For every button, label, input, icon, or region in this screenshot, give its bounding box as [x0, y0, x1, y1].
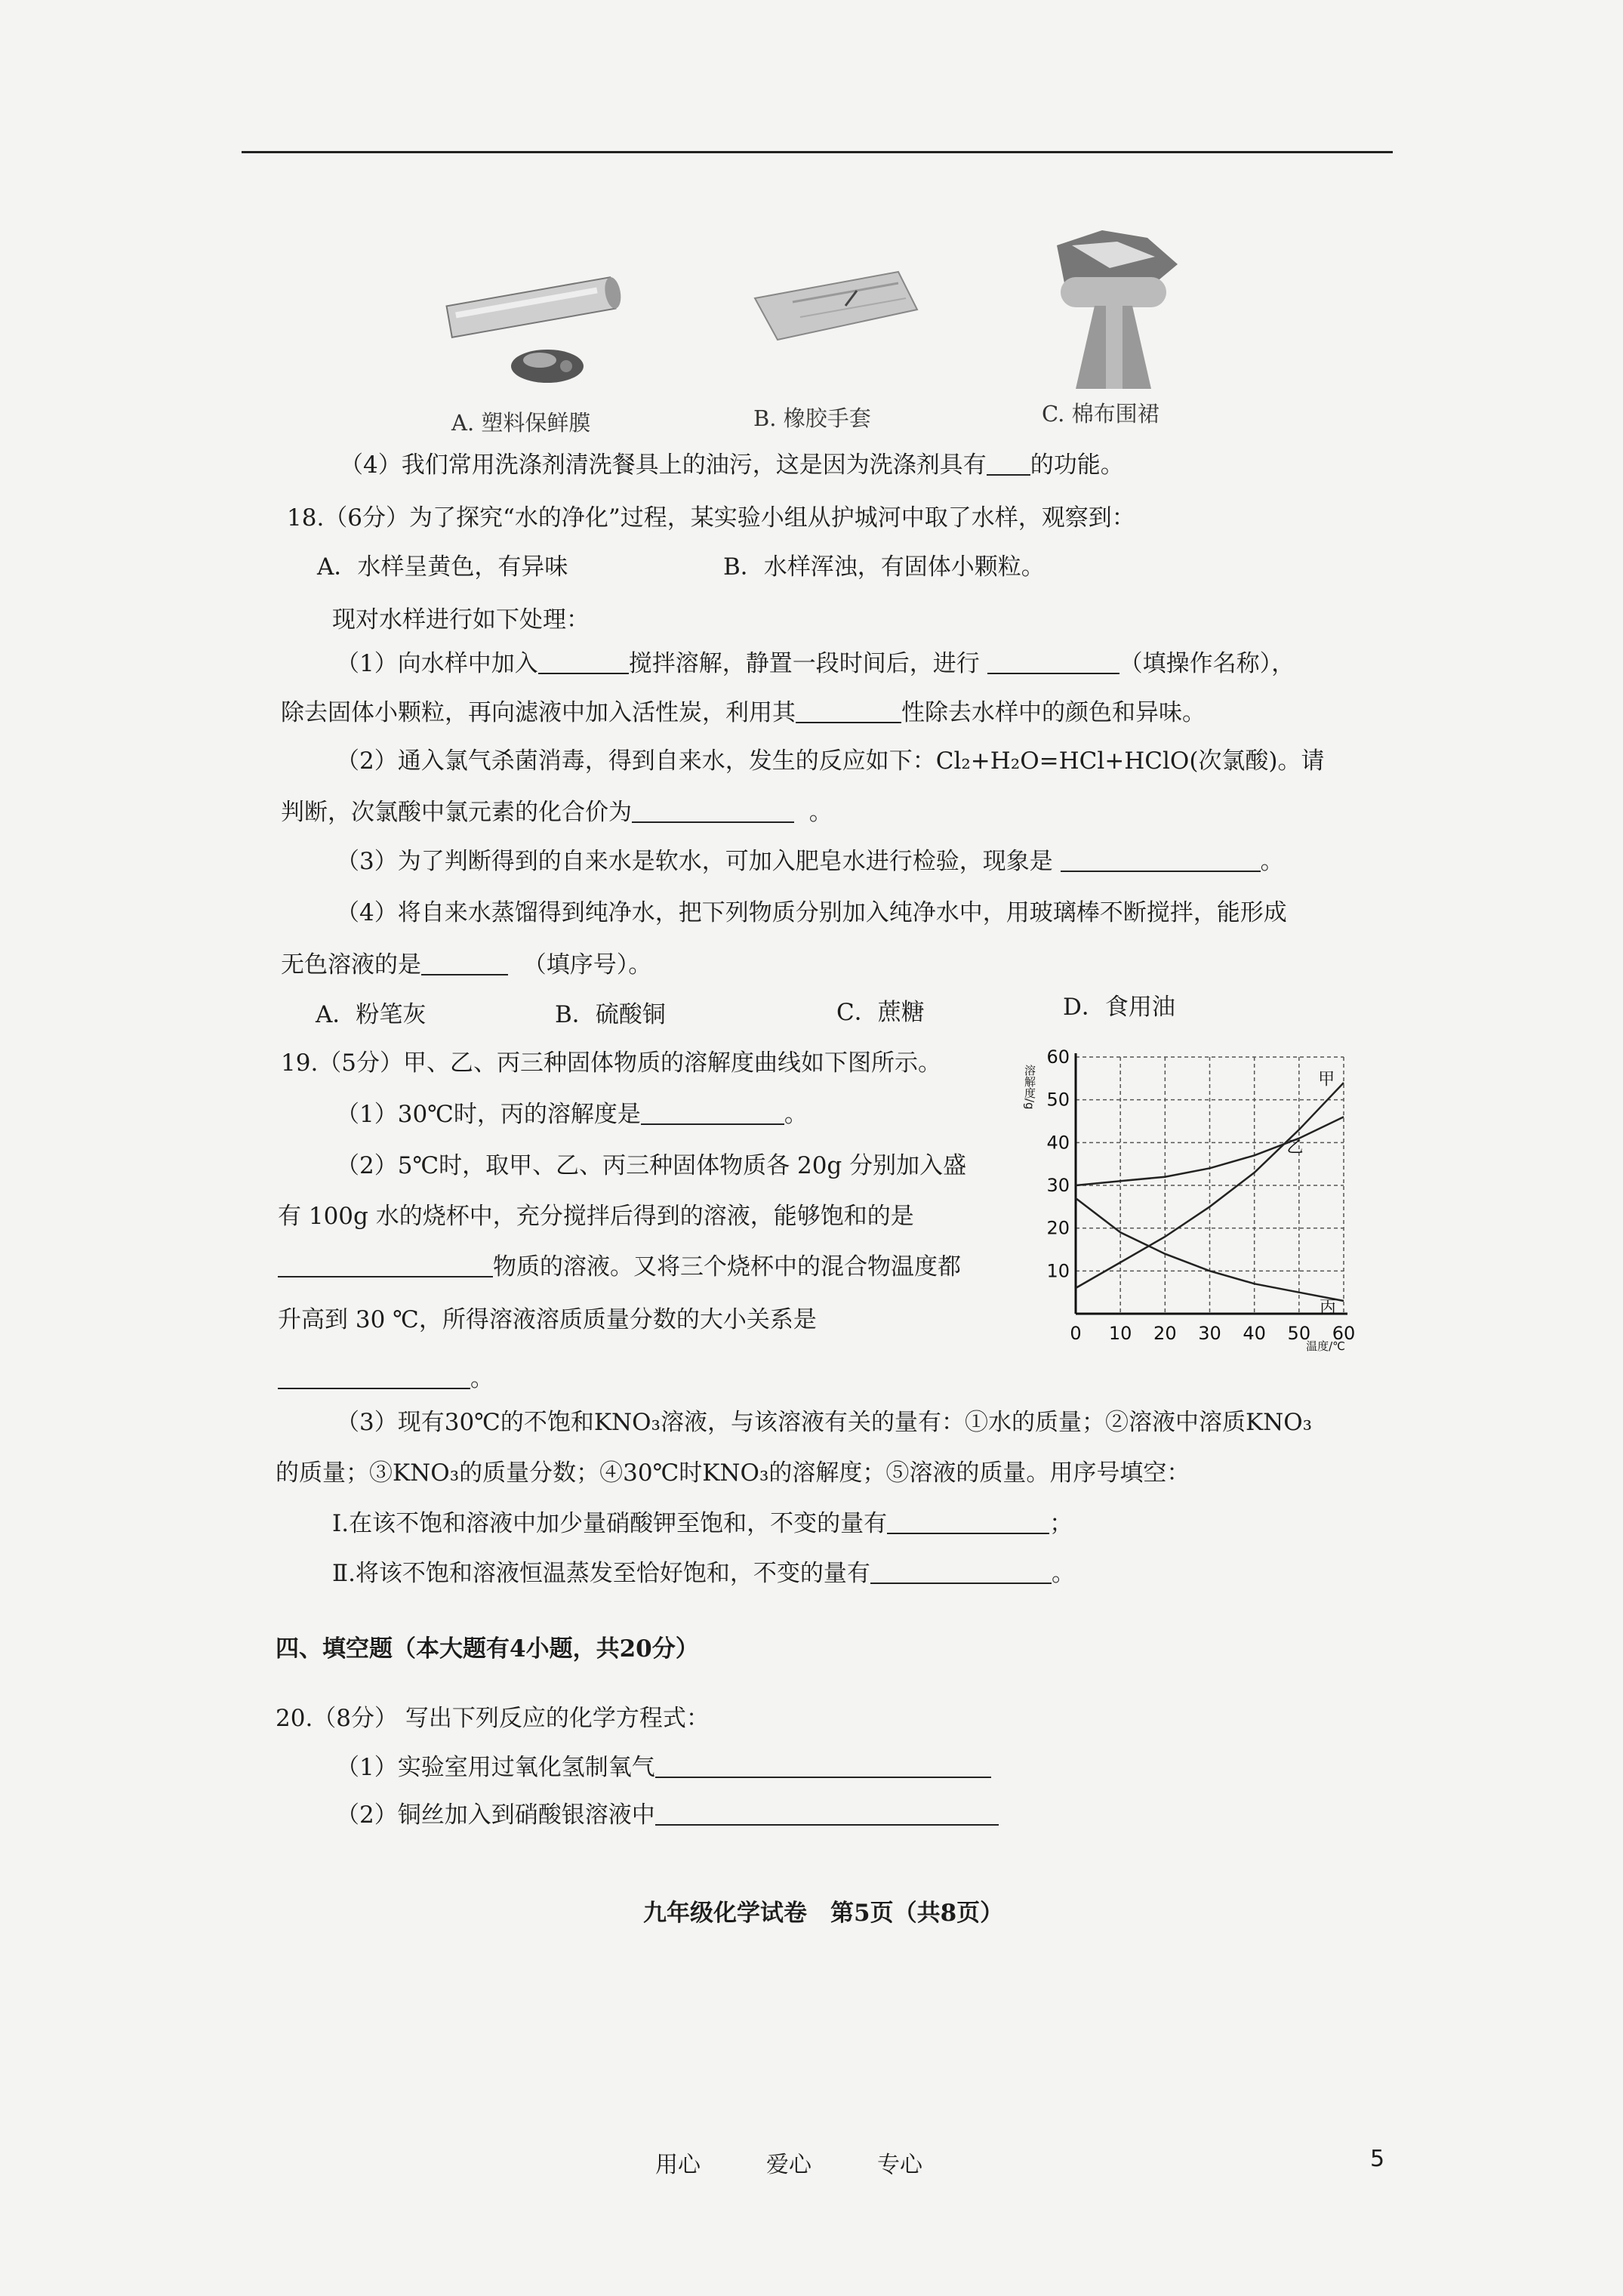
q18-stem: 18.（6分）为了探究“水的净化”过程，某实验小组从护城河中取了水样，观察到： [287, 504, 1135, 532]
solubility-chart [1012, 1042, 1374, 1359]
y-axis-label: 溶解度/g [1023, 1065, 1036, 1110]
answer-blank[interactable] [538, 649, 629, 674]
q19-part2-line1: （2）5℃时，取甲、乙、丙三种固体物质各 20g 分别加入盛 [336, 1152, 967, 1179]
answer-blank[interactable] [987, 451, 1030, 476]
q19-part3-line2: 的质量；③KNO₃的质量分数；④30℃时KNO₃的溶解度；⑤溶液的质量。用序号填空： [276, 1459, 1190, 1487]
answer-blank[interactable] [655, 1753, 991, 1778]
x-tick-label: 10 [1108, 1323, 1132, 1344]
q18-part1-line1: （1）向水样中加入 搅拌溶解，静置一段时间后，进行 （填操作名称）， [336, 650, 1295, 677]
header-rule [242, 151, 1393, 153]
q18-observation-b: B．水样浑浊，有固体小颗粒。 [723, 553, 1045, 581]
q19-part3-i: Ⅰ.在该不饱和溶液中加少量硝酸钾至饱和，不变的量有 ； [332, 1510, 1073, 1537]
x-tick-label: 20 [1153, 1323, 1177, 1344]
x-tick-label: 30 [1198, 1323, 1221, 1344]
page-number: 5 [1370, 2146, 1385, 2172]
footer-motto-3: 专心 [877, 2152, 922, 2178]
answer-blank[interactable] [278, 1364, 470, 1389]
series-label: 丙 [1320, 1298, 1337, 1318]
q19-part3-line1: （3）现有30℃的不饱和KNO₃溶液，与该溶液有关的量有：①水的质量；②溶液中溶质KNO₃ [336, 1409, 1313, 1436]
series-label: 乙 [1286, 1138, 1304, 1157]
y-tick-label: 50 [1046, 1089, 1070, 1111]
answer-blank[interactable] [278, 1253, 493, 1277]
footer-motto-2: 爱心 [766, 2152, 812, 2178]
q20-part1: （1）实验室用过氧化氢制氧气 [336, 1748, 991, 1782]
answer-blank[interactable] [870, 1559, 1052, 1584]
y-tick-label: 20 [1046, 1217, 1070, 1239]
q18-part1-line2: 除去固体小颗粒，再向滤液中加入活性炭，利用其 性除去水样中的颜色和异味。 [281, 699, 1206, 726]
q18-part4-line1: （4）将自来水蒸馏得到纯净水，把下列物质分别加入纯净水中，用玻璃棒不断搅拌，能形成 [336, 899, 1287, 926]
apron-photo [1042, 223, 1185, 396]
q18-observation-a: A．水样呈黄色，有异味 [317, 553, 568, 581]
q18-option-a: A．粉笔灰 [316, 1001, 427, 1028]
y-tick-label: 30 [1046, 1175, 1070, 1196]
q19-part1: （1）30℃时，丙的溶解度是 。 [336, 1101, 808, 1128]
x-tick-label: 0 [1070, 1323, 1082, 1344]
q19-part3-ii: Ⅱ.将该不饱和溶液恒温蒸发至恰好饱和，不变的量有 。 [332, 1560, 1075, 1587]
q17-4: （4）我们常用洗涤剂清洗餐具上的油污，这是因为洗涤剂具有 的功能。 [340, 451, 1124, 479]
x-tick-label: 60 [1332, 1323, 1356, 1344]
product-label-a: A. 塑料保鲜膜 [451, 410, 591, 436]
section-heading: 四、填空题（本大题有4小题，共20分） [276, 1635, 699, 1663]
q19-part2-line4: 升高到 30 ℃，所得溶液溶质质量分数的大小关系是 [278, 1306, 817, 1333]
q18-part3: （3）为了判断得到的自来水是软水，可加入肥皂水进行检验，现象是 。 [336, 848, 1284, 875]
y-tick-label: 40 [1046, 1132, 1070, 1154]
q18-option-b: B．硫酸铜 [555, 1001, 666, 1028]
answer-blank[interactable] [655, 1801, 999, 1826]
plastic-wrap-photo [434, 260, 638, 393]
q18-part2-line2: 判断，次氯酸中氯元素的化合价为 。 [281, 799, 833, 826]
answer-blank[interactable] [1061, 847, 1261, 872]
q18-option-d: D．食用油 [1063, 994, 1175, 1021]
series-label: 甲 [1318, 1070, 1335, 1089]
x-tick-label: 50 [1287, 1323, 1311, 1344]
footer-motto-1: 用心 [655, 2152, 701, 2178]
x-axis-label: 温度/℃ [1306, 1339, 1345, 1353]
answer-blank[interactable] [421, 951, 508, 975]
answer-blank[interactable] [887, 1509, 1049, 1534]
answer-blank[interactable] [632, 798, 794, 823]
q19-part2-line2: 有 100g 水的烧杯中，充分搅拌后得到的溶液，能够饱和的是 [278, 1203, 914, 1230]
q19-stem: 19.（5分）甲、乙、丙三种固体物质的溶解度曲线如下图所示。 [281, 1049, 942, 1077]
answer-blank[interactable] [987, 649, 1119, 674]
q18-part4-line2: 无色溶液的是 （填序号）。 [281, 951, 652, 978]
y-tick-label: 10 [1046, 1260, 1070, 1282]
q20-stem: 20.（8分） 写出下列反应的化学方程式： [276, 1705, 710, 1732]
q18-intro: 现对水样进行如下处理： [332, 606, 590, 633]
y-tick-label: 60 [1046, 1046, 1070, 1068]
q18-part2-line1: （2）通入氯气杀菌消毒，得到自来水，发生的反应如下：Cl₂+H₂O=HCl+HClO(次氯酸)。请 [336, 747, 1325, 775]
product-label-c: C. 棉布围裙 [1042, 401, 1160, 427]
answer-blank[interactable] [796, 698, 901, 723]
page-footer: 九年级化学试卷 第5页（共8页） [643, 1900, 1004, 1927]
q18-option-c: C．蔗糖 [836, 999, 925, 1026]
q19-part2-line5: 。 [278, 1359, 494, 1393]
answer-blank[interactable] [641, 1100, 784, 1125]
q20-part2: （2）铜丝加入到硝酸银溶液中 [336, 1795, 999, 1829]
q19-part2-line3: 物质的溶液。又将三个烧杯中的混合物温度都 [278, 1247, 961, 1281]
product-label-b: B. 橡胶手套 [753, 405, 871, 431]
rubber-glove-photo [747, 260, 921, 359]
x-tick-label: 40 [1243, 1323, 1266, 1344]
